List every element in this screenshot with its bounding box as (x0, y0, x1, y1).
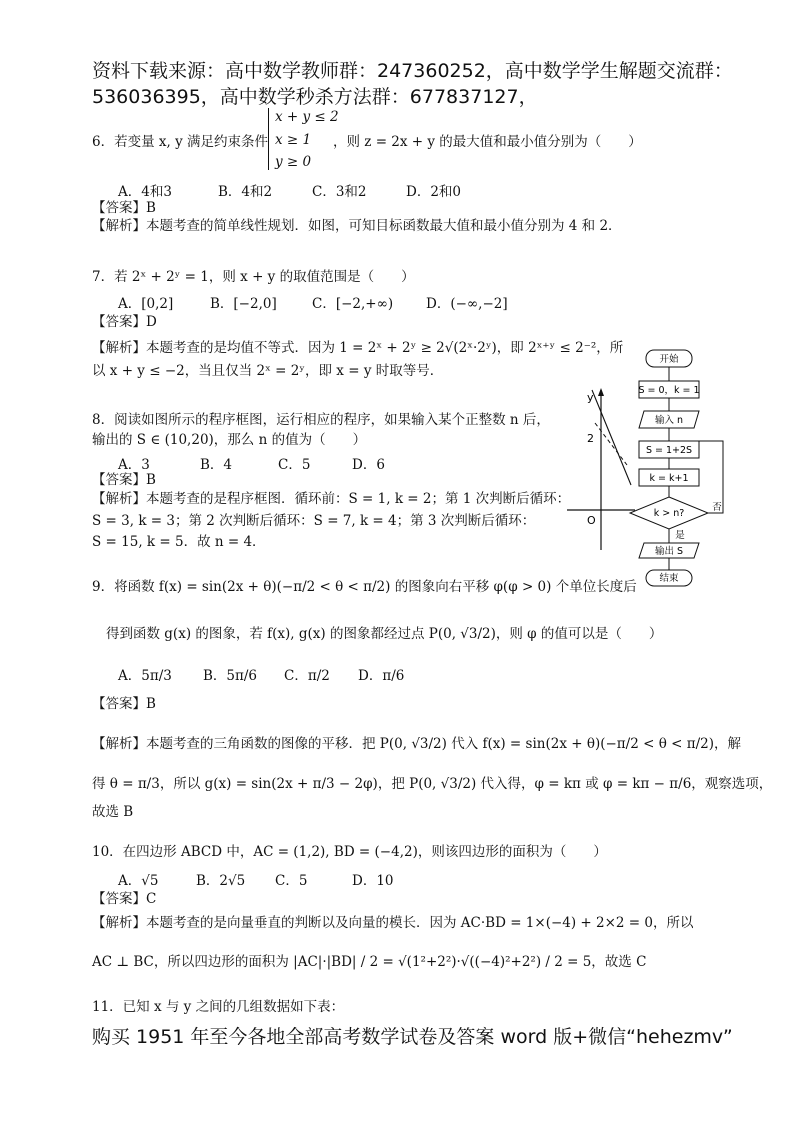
input-label: 输入 n (654, 415, 684, 426)
constraint-1: x + y ≤ 2 (275, 109, 339, 125)
option-c: C．5 (278, 457, 311, 473)
answer: 【答案】B (92, 472, 156, 488)
option-b: B．5π/6 (203, 668, 258, 684)
origin-label: O (587, 514, 596, 527)
option-c: C．5 (275, 873, 308, 889)
output-label: 输出 S (654, 546, 684, 557)
analysis-line-1: 【解析】本题考查的是均值不等式．因为 1 = 2ˣ + 2ʸ ≥ 2√(2ˣ·2ʸ)，即 2ˣ⁺ʸ ≤ 2⁻²，所 (92, 340, 624, 356)
option-a: A．4和3 (118, 184, 172, 200)
option-a: A．5π/3 (118, 668, 172, 684)
analysis-line-2: S = 3, k = 3；第 2 次判断后循环：S = 7, k = 4；第 3 次判断后循环： (92, 513, 536, 529)
footer-ad: 购买 1951 年至今各地全部高考数学试卷及答案 word 版+微信“hehezmv” (92, 1026, 733, 1048)
system-brace (268, 108, 269, 170)
option-d: D．6 (352, 457, 385, 473)
option-a: A．√5 (118, 873, 159, 889)
program-flowchart (620, 345, 735, 590)
analysis: 【解析】本题考查的简单线性规划．如图，可知目标函数最大值和最小值分别为 4 和 2． (92, 218, 622, 234)
analysis-line-1: 【解析】本题考查的是向量垂直的判断以及向量的模长．因为 AC·BD = 1×(−4) + 2×2 = 0，所以 (92, 915, 694, 931)
answer: 【答案】B (92, 696, 156, 712)
answer: 【答案】B (92, 200, 156, 216)
init-label: S = 0，k = 1 (638, 385, 700, 396)
question-8-stem-line-1: 8．阅读如图所示的程序框图，运行相应的程序，如果输入某个正整数 n 后， (92, 412, 550, 428)
analysis-line-2: 得 θ = π/3，所以 g(x) = sin(2x + π/3 − 2φ)，把 P(0, √3/2) 代入得，φ = kπ 或 φ = kπ − π/6，观察选项， (92, 776, 773, 792)
question-8-stem-line-2: 输出的 S ∈ (10,20)，那么 n 的值为（ ） (92, 432, 367, 448)
option-d: D．10 (352, 873, 394, 889)
question-11-stem: 11．已知 x 与 y 之间的几组数据如下表： (92, 999, 345, 1015)
option-c: C．[−2,+∞) (312, 296, 394, 312)
tick-label-2: 2 (587, 432, 594, 445)
y-axis-label: y (587, 391, 594, 404)
header-line-1: 资料下载来源：高中数学教师群：247360252，高中数学学生解题交流群： (92, 60, 733, 82)
assign-s-label: S = 1+2S (645, 445, 693, 456)
answer: 【答案】C (92, 891, 157, 907)
option-b: B．[−2,0] (210, 296, 277, 312)
yes-label: 是 (675, 530, 685, 541)
option-d: D．π/6 (358, 668, 405, 684)
option-c: C．π/2 (284, 668, 330, 684)
question-6-stem-a: 6．若变量 x, y 满足约束条件 (92, 134, 268, 150)
option-a: A．3 (118, 457, 150, 473)
option-b: B．2√5 (196, 873, 246, 889)
question-10-stem: 10．在四边形 ABCD 中，AC = (1,2), BD = (−4,2)，则该四边形的面积为（ ） (92, 844, 607, 860)
analysis-line-3: S = 15, k = 5．故 n = 4． (92, 534, 266, 550)
option-b: B．4 (200, 457, 233, 473)
question-9-stem-line-2: 得到函数 g(x) 的图象，若 f(x), g(x) 的图象都经过点 P(0, √3/2)，则 φ 的值可以是（ ） (106, 626, 663, 642)
option-c: C．3和2 (312, 184, 367, 200)
option-b: B．4和2 (218, 184, 273, 200)
constraint-3: y ≥ 0 (275, 154, 312, 170)
question-9-stem-line-1: 9．将函数 f(x) = sin(2x + θ)(−π/2 < θ < π/2) 的图象向右平移 φ(φ > 0) 个单位长度后 (92, 579, 637, 595)
analysis-line-3: 故选 B (92, 804, 134, 820)
analysis-line-1: 【解析】本题考查的是程序框图．循环前：S = 1, k = 2；第 1 次判断后循环： (92, 491, 571, 507)
question-6-stem-b: ，则 z = 2x + y 的最大值和最小值分别为（ ） (333, 134, 642, 150)
option-d: D．(−∞,−2] (426, 296, 508, 312)
assign-k-label: k = k+1 (649, 473, 689, 484)
y-axis-arrow (598, 388, 604, 396)
option-d: D．2和0 (406, 184, 462, 200)
answer: 【答案】D (92, 314, 157, 330)
analysis-line-2: AC ⊥ BC，所以四边形的面积为 |AC|·|BD| / 2 = √(1²+2²)·√((−4)²+2²) / 2 = 5，故选 C (92, 954, 647, 970)
no-label: 否 (712, 502, 722, 513)
option-a: A．[0,2] (118, 296, 174, 312)
end-label: 结束 (659, 573, 679, 584)
constraint-2: x ≥ 1 (275, 132, 312, 148)
start-label: 开始 (659, 354, 679, 365)
question-7-stem: 7．若 2ˣ + 2ʸ = 1，则 x + y 的取值范围是（ ） (92, 269, 415, 285)
analysis-line-1: 【解析】本题考查的三角函数的图像的平移．把 P(0, √3/2) 代入 f(x) = sin(2x + θ)(−π/2 < θ < π/2)，解 (92, 736, 742, 752)
condition-label: k > n? (653, 508, 685, 519)
header-line-2: 536036395，高中数学秒杀方法群：677837127， (92, 86, 538, 108)
analysis-line-2: 以 x + y ≤ −2，当且仅当 2ˣ = 2ʸ，即 x = y 时取等号． (92, 363, 444, 379)
